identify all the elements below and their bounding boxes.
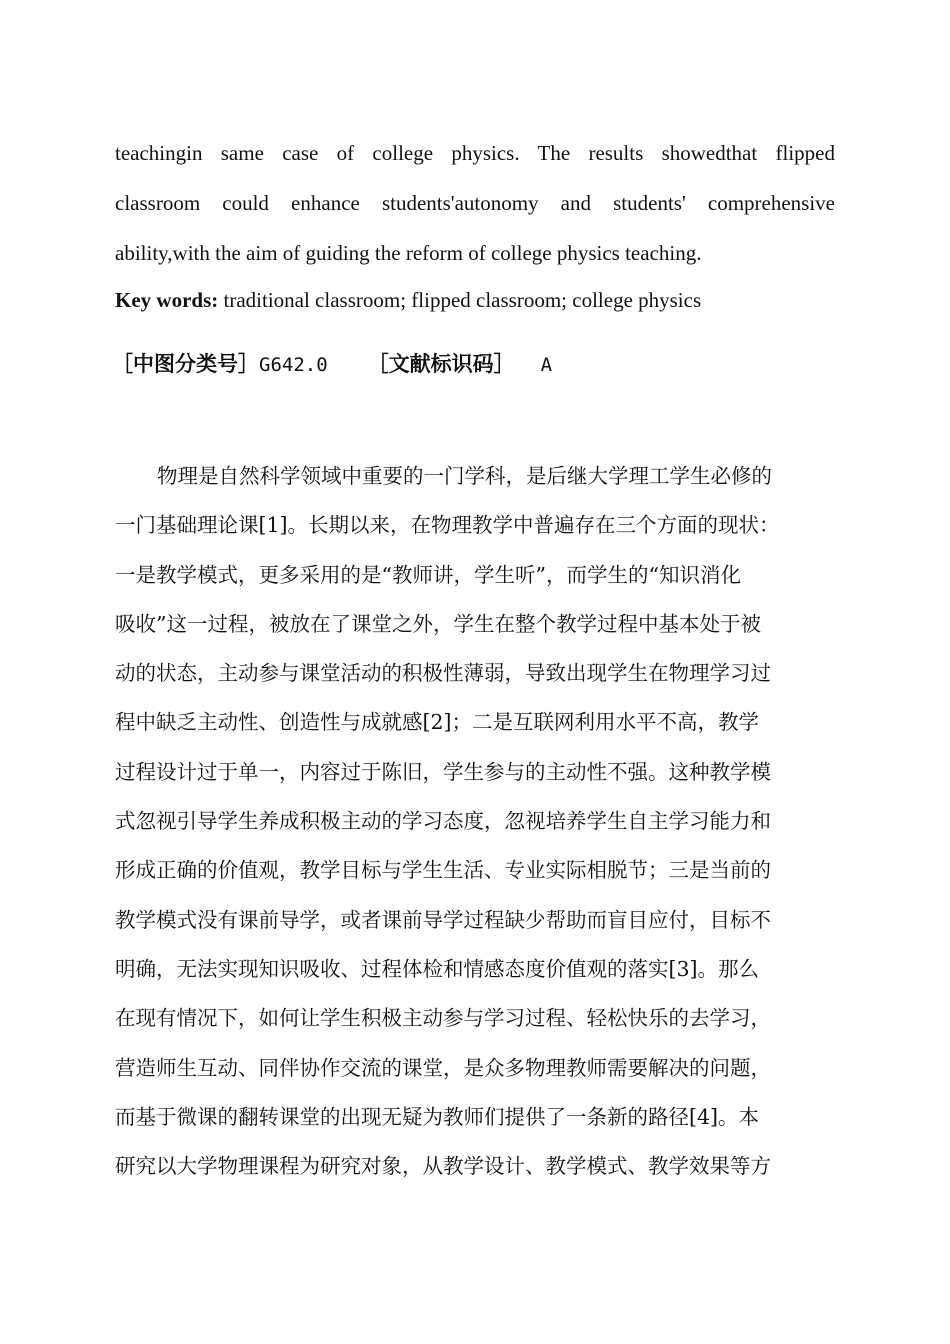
body-line: 动的状态，主动参与课堂活动的积极性薄弱，导致出现学生在物理学习过 [115, 661, 771, 686]
keywords [115, 278, 835, 322]
body-line: 式忽视引导学生养成积极主动的学习态度，忽视培养学生自主学习能力和 [115, 809, 771, 834]
body-line: 研究以大学物理课程为研究对象，从教学设计、教学模式、教学效果等方 [115, 1154, 771, 1179]
body-line: 过程设计过于单一，内容过于陈旧，学生参与的主动性不强。这种教学模 [115, 759, 771, 784]
body-line: 一是教学模式，更多采用的是“教师讲，学生听”，而学生的“知识消化 [115, 562, 741, 587]
body-line: 吸收”这一过程，被放在了课堂之外，学生在整个教学过程中基本处于被 [115, 611, 761, 636]
keywords-text: traditional classroom; flipped classroom; college physics [218, 288, 702, 312]
document-code-value: A [540, 354, 553, 376]
keywords-label: Key words: [115, 288, 219, 312]
body-line: 教学模式没有课前导学，或者课前导学过程缺少帮助而盲目应付，目标不 [115, 907, 771, 932]
body-line: 物理是自然科学领域中重要的一门学科，是后继大学理工学生必修的 [157, 464, 772, 488]
abstract-line: classroom could enhance students'autonomy and students' comprehensive [115, 191, 835, 215]
body-line: 形成正确的价值观，教学目标与学生生活、专业实际相脱节；三是当前的 [115, 858, 771, 883]
clc-label: ［中图分类号］ [112, 352, 259, 376]
abstract-line: teachingin same case of college physics. The results showedthat flipped [115, 141, 835, 165]
classification-info [112, 342, 852, 387]
body-line: 而基于微课的翻转课堂的出现无疑为教师们提供了一条新的路径[4]。本 [115, 1104, 760, 1129]
english-abstract [115, 128, 835, 278]
body-line: 在现有情况下，如何让学生积极主动参与学习过程、轻松快乐的去学习， [115, 1006, 771, 1031]
body-line: 营造师生互动、同伴协作交流的课堂，是众多物理教师需要解决的问题， [115, 1055, 771, 1080]
body-line: 明确，无法实现知识吸收、过程体检和情感态度价值观的落实[3]。那么 [115, 956, 760, 981]
clc-value: G642.0 [259, 354, 328, 376]
abstract-line: ability,with the aim of guiding the reform of college physics teaching. [115, 241, 702, 265]
body-paragraph [115, 452, 835, 1191]
body-line: 程中缺乏主动性、创造性与成就感[2]；二是互联网利用水平不高，教学 [115, 710, 760, 735]
document-code-label: ［文献标识码］ [367, 352, 515, 376]
body-line: 一门基础理论课[1]。长期以来，在物理教学中普遍存在三个方面的现状： [115, 513, 780, 538]
